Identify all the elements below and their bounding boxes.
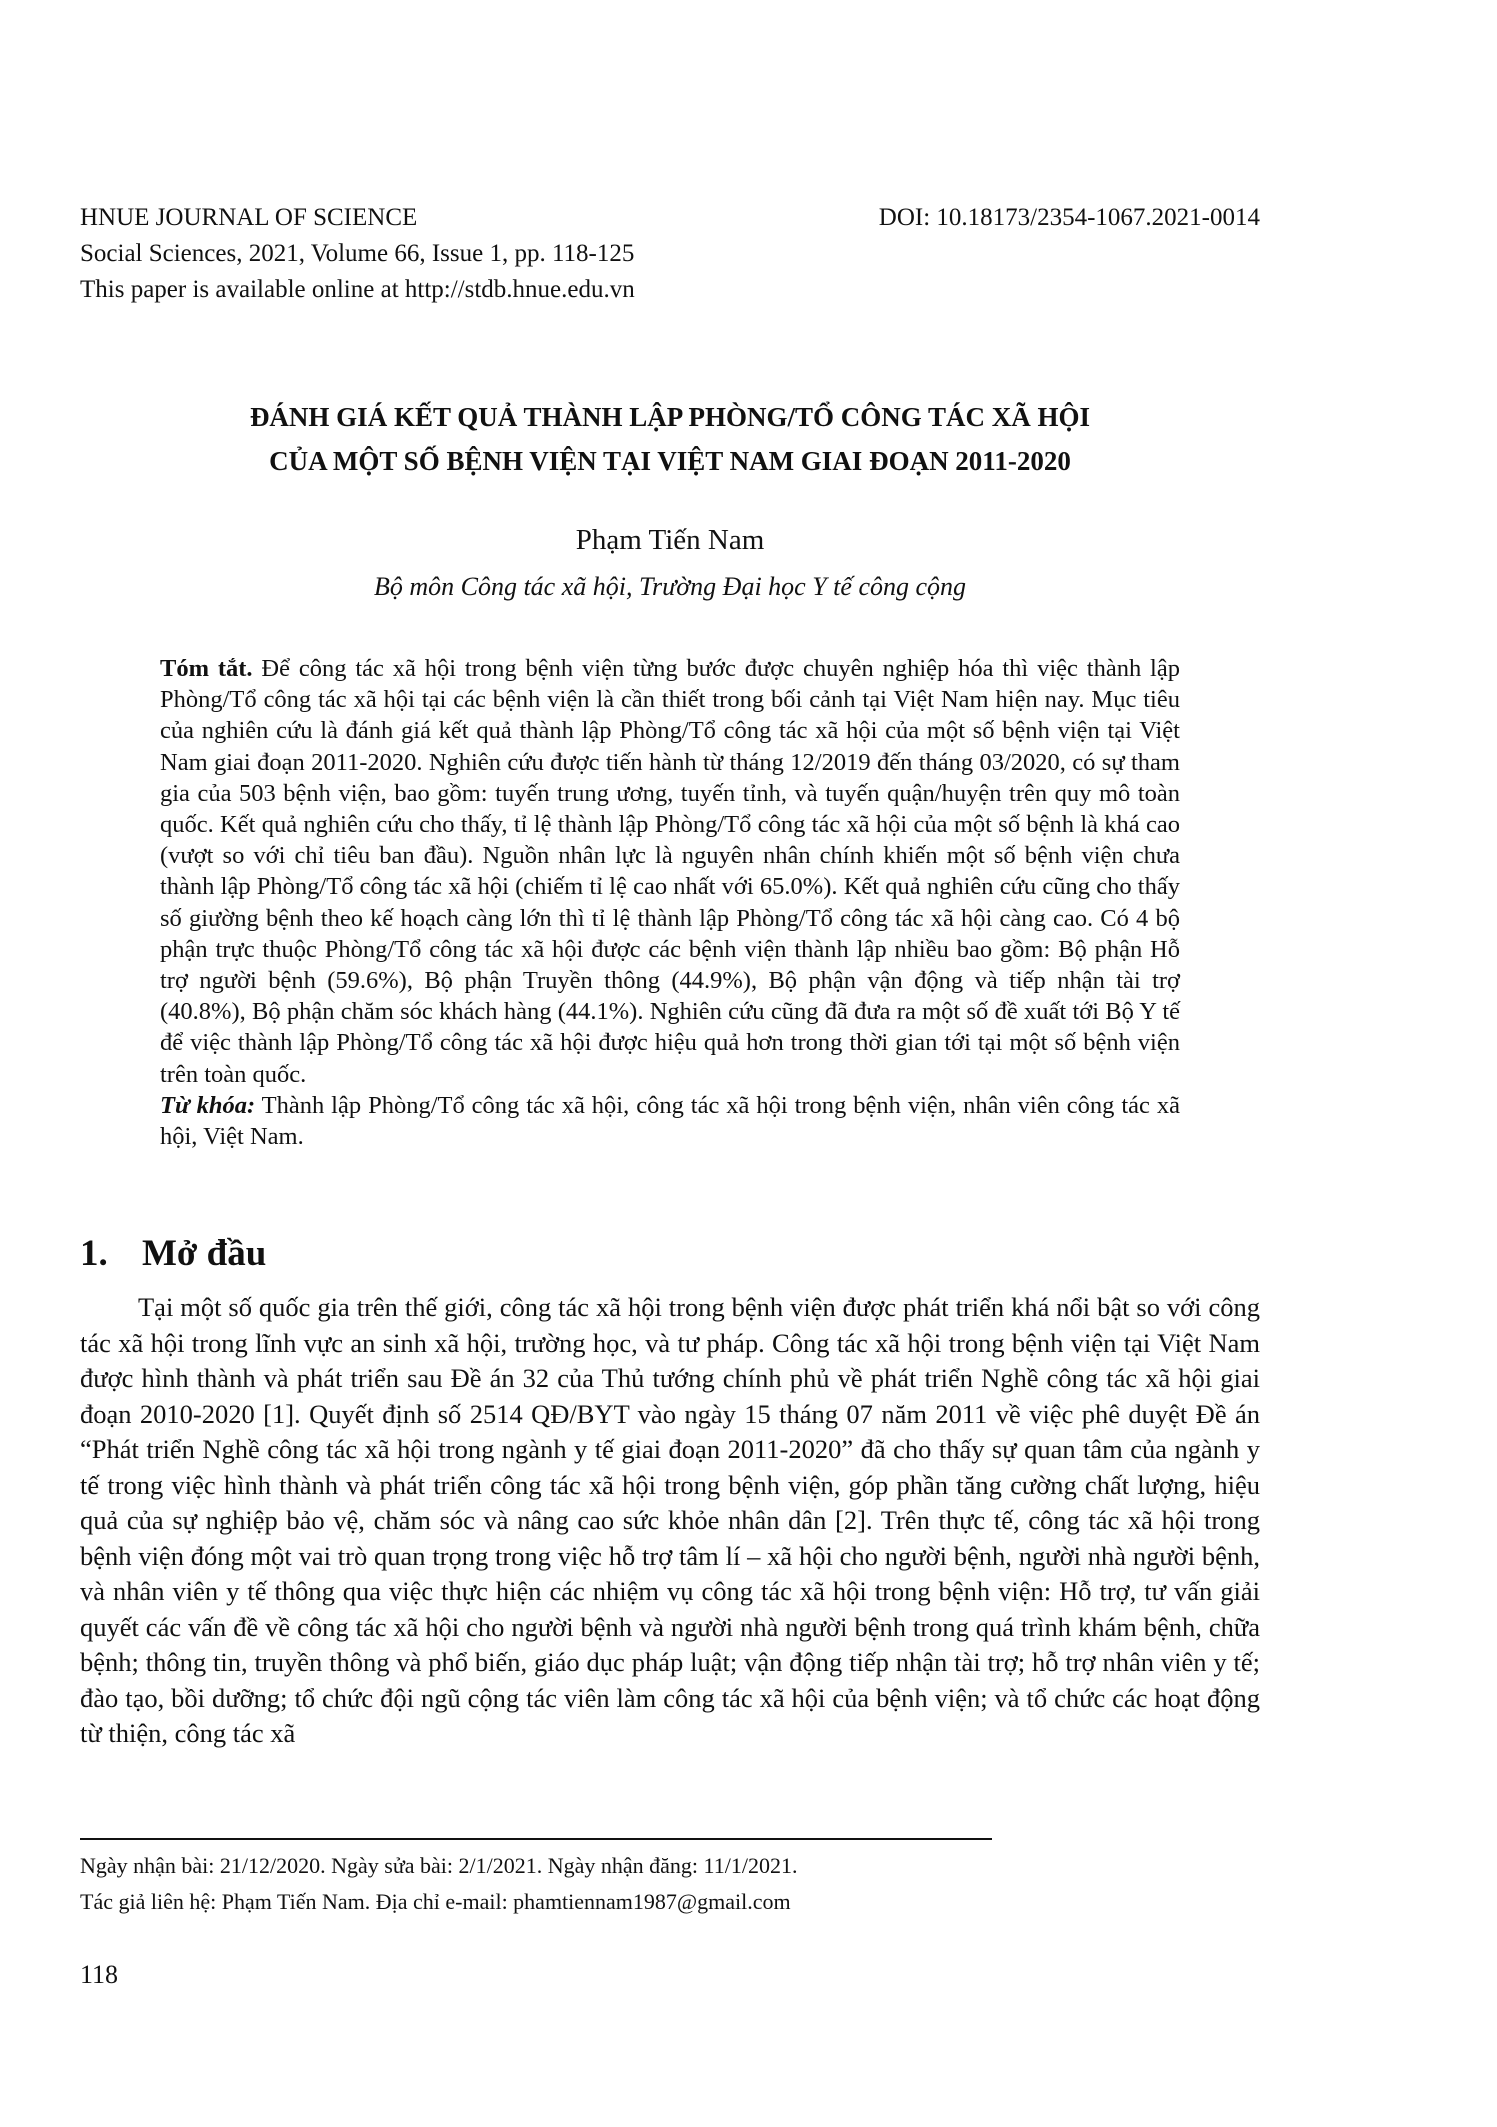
footnote-contact: Tác giả liên hệ: Phạm Tiến Nam. Địa chỉ e-mail: phamtiennam1987@gmail.com: [80, 1889, 791, 1914]
section-number: 1.: [80, 1233, 108, 1274]
abstract-label: Tóm tắt.: [160, 655, 253, 682]
journal-header: [80, 200, 1260, 308]
title-line-2: CỦA MỘT SỐ BỆNH VIỆN TẠI VIỆT NAM GIAI ĐOẠN 2011-2020: [269, 446, 1071, 476]
doi: DOI: 10.18173/2354-1067.2021-0014: [878, 204, 1260, 231]
author-affiliation: Bộ môn Công tác xã hội, Trường Đại học Y tế công cộng: [373, 572, 967, 601]
footnote-divider: [80, 1838, 992, 1840]
abstract-text: Để công tác xã hội trong bệnh viện từng bước được chuyên nghiệp hóa thì việc thành lập Phòng/Tổ công tác xã hội tại các bệnh viện là cần thiết trong bối cảnh tại Việt Nam hiện nay. Mục tiêu của nghiên cứu là đánh giá kết quả thành lập Phòng/Tổ công tác xã hội của một số bệnh viện tại Việt Nam giai đoạn 2011-2020. Nghiên cứu được tiến hành từ tháng 12/2019 đến tháng 03/2020, có sự tham gia của 503 bệnh viện, bao gồm: tuyến trung ương, tuyến tỉnh, và tuyến quận/huyện trên quy mô toàn quốc. Kết quả nghiên cứu cho thấy, tỉ lệ thành lập Phòng/Tổ công tác xã hội của một số bệnh là khá cao (vượt so với chỉ tiêu ban đầu). Nguồn nhân lực là nguyên nhân chính khiến một số bệnh viện chưa thành lập Phòng/Tổ công tác xã hội (chiếm tỉ lệ cao nhất với 65.0%). Kết quả nghiên cứu cũng cho thấy số giường bệnh theo kế hoạch càng lớn thì tỉ lệ thành lập Phòng/Tổ công tác xã hội càng cao. Có 4 bộ phận trực thuộc Phòng/Tổ công tác xã hội được các bệnh viện thành lập nhiều bao gồm: Bộ phận Hỗ trợ người bệnh (59.6%), Bộ phận Truyền thông (44.9%), Bộ phận vận động và tiếp nhận tài trợ (40.8%), Bộ phận chăm sóc khách hàng (44.1%). Nghiên cứu cũng đã đưa ra một số đề xuất tới Bộ Y tế để việc thành lập Phòng/Tổ công tác xã hội được hiệu quả hơn trong thời gian tới tại một số bệnh viện trên toàn quốc.: [160, 655, 1180, 1088]
issue-info: Social Sciences, 2021, Volume 66, Issue 1, pp. 118-125: [80, 240, 635, 267]
keywords-text: Thành lập Phòng/Tổ công tác xã hội, công tác xã hội trong bệnh viện, nhân viên công tác xã hội, Việt Nam.: [160, 1091, 1180, 1151]
author-name: Phạm Tiến Nam: [575, 524, 765, 556]
availability-note: This paper is available online at http://stdb.hnue.edu.vn: [80, 276, 635, 303]
footnote-dates: Ngày nhận bài: 21/12/2020. Ngày sửa bài: 2/1/2021. Ngày nhận đăng: 11/1/2021.: [80, 1853, 798, 1878]
abstract-paragraph: [160, 653, 1180, 1090]
paper-title: [80, 395, 1260, 483]
journal-name: HNUE JOURNAL OF SCIENCE: [80, 204, 418, 231]
section-title: Mở đầu: [142, 1233, 267, 1274]
keywords-label: Từ khóa:: [160, 1091, 256, 1119]
body-text: [80, 1290, 1260, 1752]
page-number: 118: [80, 1960, 119, 1989]
footnote: [80, 1848, 1180, 1920]
section-heading: [80, 1232, 266, 1275]
body-paragraph: Tại một số quốc gia trên thế giới, công tác xã hội trong bệnh viện được phát triển khá nổi bật so với công tác xã hội trong lĩnh vực an sinh xã hội, trường học, và tư pháp. Công tác xã hội trong bệnh viện tại Việt Nam được hình thành và phát triển sau Đề án 32 của Thủ tướng chính phủ về phát triển Nghề công tác xã hội giai đoạn 2010-2020 [1]. Quyết định số 2514 QĐ/BYT vào ngày 15 tháng 07 năm 2011 về việc phê duyệt Đề án “Phát triển Nghề công tác xã hội trong ngành y tế giai đoạn 2011-2020” đã cho thấy sự quan tâm của ngành y tế trong việc hình thành và phát triển công tác xã hội trong bệnh viện, góp phần tăng cường chất lượng, hiệu quả của sự nghiệp bảo vệ, chăm sóc và nâng cao sức khỏe nhân dân [2]. Trên thực tế, công tác xã hội trong bệnh viện đóng một vai trò quan trọng trong việc hỗ trợ tâm lí – xã hội cho người bệnh, người nhà người bệnh, và nhân viên y tế thông qua việc thực hiện các nhiệm vụ công tác xã hội trong bệnh viện: Hỗ trợ, tư vấn giải quyết các vấn đề về công tác xã hội cho người bệnh và người nhà người bệnh trong quá trình khám bệnh, chữa bệnh; thông tin, truyền thông và phổ biến, giáo dục pháp luật; vận động tiếp nhận tài trợ; hỗ trợ nhân viên y tế; đào tạo, bồi dưỡng; tổ chức đội ngũ cộng tác viên làm công tác xã hội của bệnh viện; và tổ chức các hoạt động từ thiện, công tác xã: [80, 1292, 1260, 1748]
title-line-1: ĐÁNH GIÁ KẾT QUẢ THÀNH LẬP PHÒNG/TỔ CÔNG TÁC XÃ HỘI: [249, 402, 1091, 432]
abstract: [160, 653, 1180, 1152]
keywords: [160, 1090, 1180, 1152]
